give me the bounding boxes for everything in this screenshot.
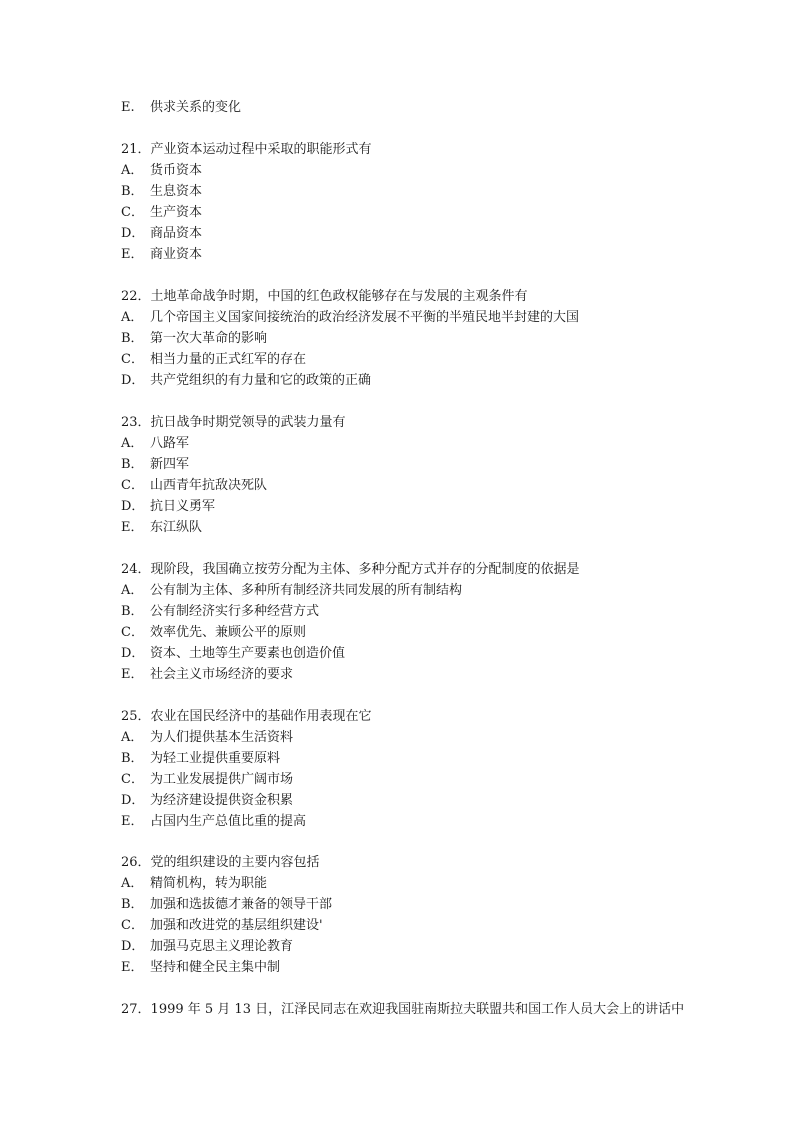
option-line — [121, 751, 280, 767]
option-text: 商业资本 — [150, 247, 203, 262]
option-line — [121, 436, 189, 452]
option-line — [121, 226, 202, 242]
option-line — [121, 814, 306, 830]
option-line — [121, 667, 293, 683]
option-text: 供求关系的变化 — [150, 100, 242, 115]
option-letter: E. — [121, 100, 135, 115]
question-stem: 27．1999 年 5 月 13 日，江泽民同志在欢迎我国驻南斯拉夫联盟共和国工作人员大会上的讲话中 — [121, 1002, 685, 1017]
option-letter: A． — [121, 583, 144, 598]
option-letter: B． — [121, 184, 144, 199]
option-text: 东江纵队 — [150, 520, 203, 535]
option-line — [121, 730, 293, 746]
option-text: 商品资本 — [150, 226, 203, 241]
option-text: 精简机构，转为职能 — [150, 876, 268, 891]
option-text: 为经济建设提供资金积累 — [150, 793, 294, 808]
option-letter: D． — [121, 646, 145, 661]
option-line — [121, 772, 293, 788]
question-stem: 26．党的组织建设的主要内容包括 — [121, 855, 320, 870]
option-letter: C． — [121, 205, 144, 220]
option-text: 社会主义市场经济的要求 — [150, 667, 294, 682]
option-letter: B． — [121, 331, 144, 346]
option-line — [121, 310, 579, 326]
option-text: 加强马克思主义理论教育 — [150, 939, 294, 954]
option-letter: D． — [121, 226, 145, 241]
option-line — [121, 604, 319, 620]
option-line — [121, 918, 323, 934]
question-stem: 24．现阶段，我国确立按劳分配为主体、多种分配方式并存的分配制度的依据是 — [121, 562, 580, 577]
option-letter: E． — [121, 814, 144, 829]
option-text: 八路军 — [150, 436, 190, 451]
option-letter: D． — [121, 793, 145, 808]
option-text: 生产资本 — [150, 205, 203, 220]
option-line — [121, 373, 371, 389]
option-text: 生息资本 — [150, 184, 203, 199]
option-line — [121, 897, 332, 913]
option-letter: D． — [121, 373, 145, 388]
option-line — [121, 457, 189, 473]
question-stem: 25．农业在国民经济中的基础作用表现在它 — [121, 709, 372, 724]
option-line — [121, 499, 215, 515]
option-text: 几个帝国主义国家间接统治的政治经济发展不平衡的半殖民地半封建的大国 — [150, 310, 580, 325]
option-text: 资本、土地等生产要素也创造价值 — [150, 646, 346, 661]
option-line — [121, 520, 202, 536]
option-letter: E． — [121, 520, 144, 535]
option-text: 公有制为主体、多种所有制经济共同发展的所有制结构 — [150, 583, 463, 598]
option-line — [121, 646, 345, 662]
option-letter: B． — [121, 751, 144, 766]
option-letter: B． — [121, 604, 144, 619]
option-text: 加强和选拔德才兼备的领导干部 — [150, 897, 333, 912]
option-line — [121, 100, 241, 116]
option-letter: C． — [121, 772, 144, 787]
option-line — [121, 583, 462, 599]
option-letter: E． — [121, 247, 144, 262]
option-letter: C． — [121, 352, 144, 367]
option-letter: D． — [121, 939, 145, 954]
option-text: 新四军 — [150, 457, 190, 472]
option-letter: A． — [121, 730, 144, 745]
option-text: 占国内生产总值比重的提高 — [150, 814, 307, 829]
option-text: 为工业发展提供广阔市场 — [150, 772, 294, 787]
option-text: 第一次大革命的影响 — [150, 331, 268, 346]
option-letter: C． — [121, 918, 144, 933]
option-line — [121, 247, 202, 263]
option-letter: A． — [121, 163, 144, 178]
option-line — [121, 205, 202, 221]
option-line — [121, 625, 306, 641]
option-letter: E． — [121, 960, 144, 975]
option-text: 为轻工业提供重要原料 — [150, 751, 281, 766]
option-text: 山西青年抗敌决死队 — [150, 478, 268, 493]
option-letter: D． — [121, 499, 145, 514]
option-letter: A． — [121, 876, 144, 891]
option-letter: C． — [121, 478, 144, 493]
option-text: 抗日义勇军 — [150, 499, 216, 514]
question-stem: 23．抗日战争时期党领导的武装力量有 — [121, 415, 346, 430]
option-text: 为人们提供基本生活资料 — [150, 730, 294, 745]
option-text: 公有制经济实行多种经营方式 — [150, 604, 320, 619]
option-text: 坚持和健全民主集中制 — [150, 960, 281, 975]
option-line — [121, 793, 293, 809]
option-line — [121, 939, 293, 955]
option-letter: A． — [121, 310, 144, 325]
option-text: 加强和改进党的基层组织建设' — [150, 918, 323, 933]
question-stem: 21．产业资本运动过程中采取的职能形式有 — [121, 142, 372, 157]
option-line — [121, 184, 202, 200]
option-text: 效率优先、兼顾公平的原则 — [150, 625, 307, 640]
option-letter: C． — [121, 625, 144, 640]
option-letter: E． — [121, 667, 144, 682]
option-line — [121, 163, 202, 179]
option-line — [121, 352, 306, 368]
option-line — [121, 876, 267, 892]
option-line — [121, 478, 267, 494]
option-letter: B． — [121, 897, 144, 912]
option-line — [121, 960, 280, 976]
option-text: 共产党组织的有力量和它的政策的正确 — [150, 373, 372, 388]
option-letter: B． — [121, 457, 144, 472]
option-text: 相当力量的正式红军的存在 — [150, 352, 307, 367]
option-line — [121, 331, 267, 347]
option-text: 货币资本 — [150, 163, 203, 178]
question-stem: 22．土地革命战争时期，中国的红色政权能够存在与发展的主观条件有 — [121, 289, 528, 304]
option-letter: A． — [121, 436, 144, 451]
